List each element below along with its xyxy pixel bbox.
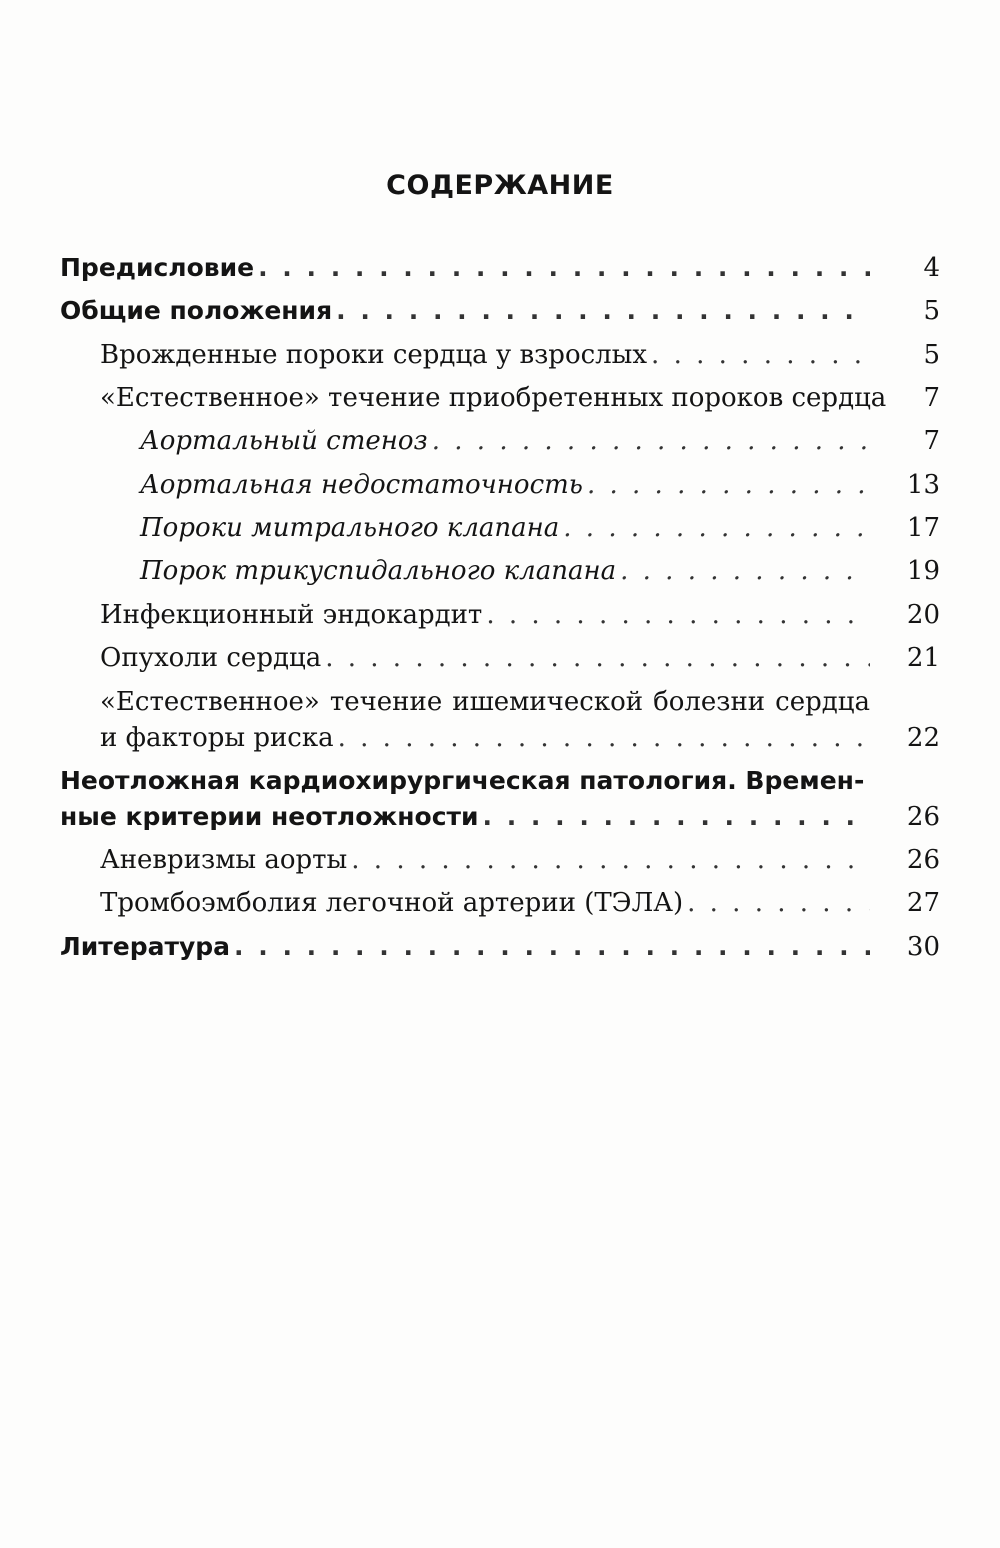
toc-entry-label: Аневризмы аорты	[100, 845, 348, 875]
toc-entry-label: Опухоли сердца	[100, 643, 322, 673]
toc-page-number: 17	[906, 513, 940, 543]
leader-dots	[351, 838, 870, 882]
toc-page-number: 26	[906, 802, 940, 832]
toc-entry-label-line2: ные критерии неотложности	[60, 802, 479, 831]
toc-page-number: 26	[906, 845, 940, 875]
toc-entry-label-line1: Неотложная кардиохирургическая патология. Времен-	[60, 766, 865, 795]
toc-page-number: 7	[923, 426, 940, 456]
leader-dots	[687, 881, 870, 925]
leader-dots	[651, 333, 870, 377]
toc-page-number: 21	[906, 643, 940, 673]
toc-entry[interactable]	[0, 759, 1000, 839]
leader-dots	[336, 289, 870, 333]
leader-dots	[563, 506, 870, 550]
toc-entry-label-line2: и факторы риска	[100, 723, 334, 753]
toc-page-number: 5	[923, 340, 940, 370]
toc-entry-label: Инфекционный эндокардит	[100, 600, 483, 630]
leader-dots	[325, 636, 870, 680]
toc-page-number: 22	[906, 723, 940, 753]
toc-page-number: 7	[923, 383, 940, 413]
leader-dots	[258, 246, 870, 290]
toc-page-number: 30	[906, 932, 940, 962]
leader-dots	[234, 925, 870, 969]
toc-entry-label: Пороки митрального клапана	[140, 513, 560, 543]
toc-entry-label: Общие положения	[60, 296, 333, 325]
toc-entry-label: Аортальная недостаточность	[140, 470, 583, 500]
toc-entry-label: Тромбоэмболия легочной артерии (ТЭЛА)	[100, 888, 684, 918]
toc-entry-label: Врожденные пороки сердца у взрослых	[100, 340, 648, 370]
leader-dots	[620, 549, 870, 593]
toc-page-number: 5	[923, 296, 940, 326]
toc-entry-label: Порок трикуспидального клапана	[140, 556, 617, 586]
toc-page-number: 4	[923, 253, 940, 283]
toc-entry-label: Аортальный стеноз	[140, 426, 428, 456]
toc-entry[interactable]	[0, 680, 1000, 760]
toc-entry-label: Литература	[60, 932, 231, 961]
toc-entry-label: Предисловие	[60, 253, 255, 282]
leader-dots	[338, 716, 870, 760]
leader-dots	[486, 593, 870, 637]
toc-page-number: 27	[906, 888, 940, 918]
toc-page-number: 13	[906, 470, 940, 500]
toc-page-number: 19	[906, 556, 940, 586]
leader-dots	[587, 463, 870, 507]
page-title: СОДЕРЖАНИЕ	[386, 170, 614, 201]
leader-dots	[483, 795, 870, 839]
toc-page-number: 20	[906, 600, 940, 630]
leader-dots	[432, 419, 870, 463]
toc-entry-label-line1: «Естественное» течение ишемической болезни сердца	[100, 687, 870, 717]
toc-entry-label: «Естественное» течение приобретенных пороков сердца	[100, 383, 887, 413]
